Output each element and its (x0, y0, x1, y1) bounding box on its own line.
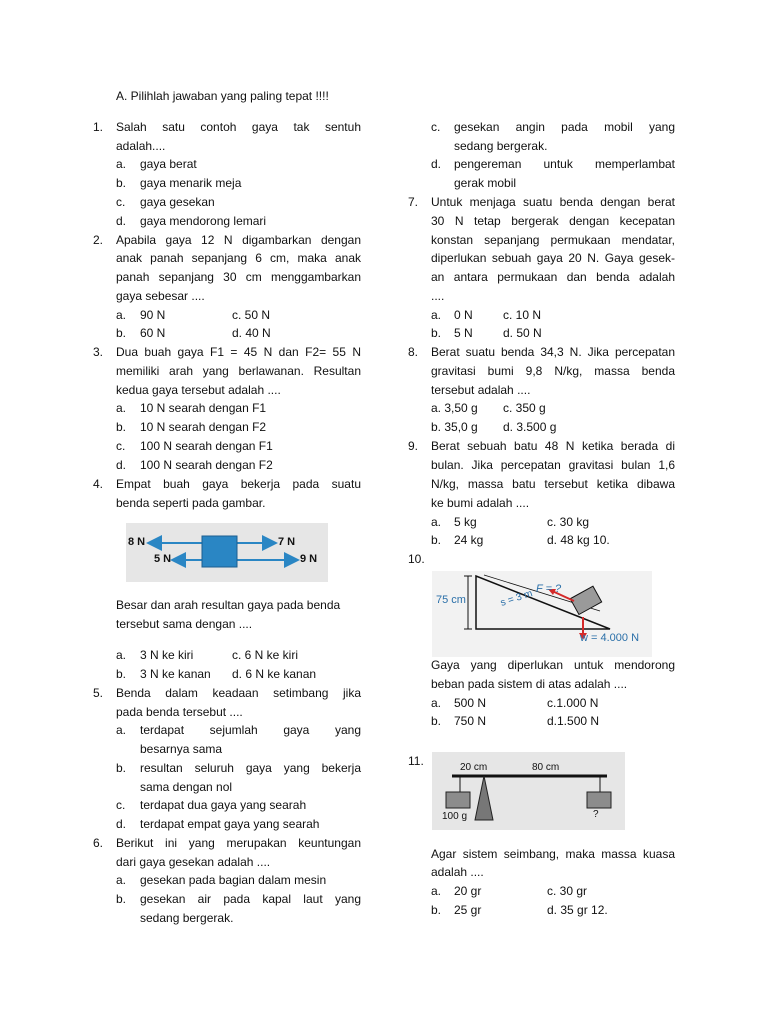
effort-block (587, 792, 611, 808)
q1-option-key: b. (116, 176, 127, 190)
q8-text: gravitasi bumi 9,8 N/kg, massa benda (431, 364, 675, 378)
q2-option-key: a. (116, 308, 127, 322)
force-label: 5 N (154, 553, 172, 565)
q9-text: bulan. Jika percepatan gravitasi bulan 1,6 (431, 458, 675, 472)
q8-option-a[interactable]: a. 3,50 g (431, 401, 478, 415)
arm-label: 20 cm (460, 762, 488, 773)
force-label: 9 N (300, 553, 318, 565)
q2-text: anak panah sepanjang 6 cm, maka anak (116, 251, 361, 265)
q4-option-key: b. (116, 667, 127, 681)
q1-option[interactable]: gaya berat (140, 157, 197, 171)
q1-option-key: c. (116, 195, 126, 209)
q7-option-key: a. (431, 308, 442, 322)
q6-option-c[interactable]: sedang bergerak. (454, 139, 548, 153)
q1-option[interactable]: gaya menarik meja (140, 176, 242, 190)
q1-option[interactable]: gaya gesekan (140, 195, 215, 209)
q6-text: Berikut ini yang merupakan keuntungan (116, 836, 361, 850)
q6-option-key: a. (116, 873, 127, 887)
q7-text: konstan sepanjang permukaan mendatar, (431, 233, 675, 247)
q3-option[interactable]: 100 N searah dengan F1 (140, 439, 273, 453)
q5-option-d[interactable]: terdapat empat gaya yang searah (140, 817, 320, 831)
q7-text: an antara permukaan dan benda adalah (431, 270, 675, 284)
q8-option-d[interactable]: d. 3.500 g (503, 420, 557, 434)
q5-number: 5. (93, 686, 104, 700)
load-block (446, 792, 470, 808)
q5-text: pada benda tersebut .... (116, 705, 243, 719)
q4-option-d[interactable]: d. 6 N ke kanan (232, 667, 317, 681)
q2-option-d[interactable]: d. 40 N (232, 326, 271, 340)
q3-option-key: d. (116, 458, 127, 472)
q9-text: ke bumi adalah .... (431, 496, 530, 510)
q2-option-a[interactable]: 90 N (140, 308, 166, 322)
q7-option-d[interactable]: d. 50 N (503, 326, 542, 340)
q10-option-key: b. (431, 714, 442, 728)
q10-text: beban pada sistem di atas adalah .... (431, 677, 628, 691)
q11-option-c[interactable]: c. 30 gr (547, 884, 588, 898)
q6-option-c[interactable]: gesekan angin pada mobil yang (454, 120, 675, 134)
q3-option[interactable]: 100 N searah dengan F2 (140, 458, 273, 472)
q6-text: dari gaya gesekan adalah .... (116, 855, 271, 869)
q11-option-key: b. (431, 903, 442, 917)
force-label: 7 N (278, 536, 296, 548)
q5-text: Benda dalam keadaan setimbang jika (116, 686, 361, 700)
q8-text: tersebut adalah .... (431, 383, 531, 397)
q7-option-key: b. (431, 326, 442, 340)
q11-lever-figure (432, 752, 625, 830)
q9-number: 9. (408, 439, 419, 453)
q1-text: Salah satu contoh gaya tak sentuh (116, 120, 361, 134)
q8-text: Berat suatu benda 34,3 N. Jika percepatan (431, 345, 675, 359)
q3-option[interactable]: 10 N searah dengan F1 (140, 401, 267, 415)
q11-option-b[interactable]: 25 gr (454, 903, 482, 917)
q4-text: benda seperti pada gambar. (116, 496, 266, 510)
q5-option-key: a. (116, 723, 127, 737)
q7-option-c[interactable]: c. 10 N (503, 308, 542, 322)
q9-option-key: a. (431, 515, 442, 529)
q2-text: Apabila gaya 12 N digambarkan dengan (116, 233, 361, 247)
q10-option-key: a. (431, 696, 442, 710)
q7-option-b[interactable]: 5 N (454, 326, 473, 340)
q2-text: gaya sebesar .... (116, 289, 205, 303)
q1-number: 1. (93, 120, 104, 134)
q7-text: .... (431, 289, 445, 303)
section-header: A. Pilihlah jawaban yang paling tepat !!!! (116, 89, 329, 103)
q5-option-key: c. (116, 798, 126, 812)
q7-text: diperlukan sebuah gaya 20 N. Gaya gesek- (431, 251, 675, 265)
q6-option-a[interactable]: gesekan pada bagian dalam mesin (140, 873, 327, 887)
q4-text: tersebut sama dengan .... (116, 617, 253, 631)
q3-text: Dua buah gaya F1 = 45 N dan F2= 55 N (116, 345, 361, 359)
q9-option-b[interactable]: 24 kg (454, 533, 484, 547)
arm-label: 80 cm (532, 762, 560, 773)
q5-option-key: b. (116, 761, 127, 775)
slope-label: s = 3 m (499, 588, 534, 609)
q2-option-b[interactable]: 60 N (140, 326, 166, 340)
object-box (202, 536, 237, 567)
q4-option-b[interactable]: 3 N ke kanan (140, 667, 211, 681)
q9-option-a[interactable]: 5 kg (454, 515, 477, 529)
q6-option-d[interactable]: gerak mobil (454, 176, 517, 190)
q8-option-c[interactable]: c. 350 g (503, 401, 546, 415)
q7-option-a[interactable]: 0 N (454, 308, 473, 322)
q10-option-b[interactable]: 750 N (454, 714, 487, 728)
q5-option-a[interactable]: terdapat sejumlah gaya yang (140, 723, 361, 737)
q7-text: Untuk menjaga suatu benda dengan berat (431, 195, 675, 209)
q10-number: 10. (408, 552, 425, 566)
q11-option-d[interactable]: d. 35 gr 12. (547, 903, 608, 917)
q10-text: Gaya yang diperlukan untuk mendorong (431, 658, 675, 672)
q11-option-a[interactable]: 20 gr (454, 884, 482, 898)
q10-option-c[interactable]: c.1.000 N (547, 696, 599, 710)
q3-option-key: a. (116, 401, 127, 415)
q10-option-a[interactable]: 500 N (454, 696, 487, 710)
q2-number: 2. (93, 233, 104, 247)
q1-option-key: d. (116, 214, 127, 228)
q6-option-b[interactable]: gesekan air pada kapal laut yang (140, 892, 361, 906)
q6-option-key: d. (431, 157, 442, 171)
q3-option[interactable]: 10 N searah dengan F2 (140, 420, 267, 434)
q2-option-key: b. (116, 326, 127, 340)
q1-text: adalah.... (116, 139, 166, 153)
q4-force-figure (126, 523, 328, 582)
force-label: 8 N (128, 536, 146, 548)
q6-number: 6. (93, 836, 104, 850)
q10-incline-figure (432, 571, 652, 657)
weight-label: w = 4.000 N (580, 632, 640, 644)
q3-number: 3. (93, 345, 104, 359)
q4-option-c[interactable]: c. 6 N ke kiri (232, 648, 299, 662)
q3-option-key: c. (116, 439, 126, 453)
q8-option-b[interactable]: b. 35,0 g (431, 420, 478, 434)
q6-option-d[interactable]: pengereman untuk memperlambat (454, 157, 675, 171)
q2-option-c[interactable]: c. 50 N (232, 308, 271, 322)
q10-option-d[interactable]: d.1.500 N (547, 714, 600, 728)
q2-text: panah sepanjang 30 cm menggambarkan (116, 270, 361, 284)
fulcrum (475, 776, 493, 820)
q9-option-d[interactable]: d. 48 kg 10. (547, 533, 610, 547)
q5-option-b[interactable]: resultan seluruh gaya yang bekerja (140, 761, 361, 775)
q4-text: Besar dan arah resultan gaya pada benda (116, 598, 341, 612)
height-label: 75 cm (436, 594, 466, 606)
q9-option-key: b. (431, 533, 442, 547)
q11-number: 11. (408, 754, 424, 768)
q6-option-key: c. (431, 120, 441, 134)
force-label: F = ? (536, 583, 562, 595)
q3-option-key: b. (116, 420, 127, 434)
q5-option-c[interactable]: terdapat dua gaya yang searah (140, 798, 307, 812)
q8-number: 8. (408, 345, 419, 359)
q1-option[interactable]: gaya mendorong lemari (140, 214, 267, 228)
unknown-label: ? (593, 809, 599, 820)
q5-option-a[interactable]: besarnya sama (140, 742, 223, 756)
q1-option-key: a. (116, 157, 127, 171)
q9-option-c[interactable]: c. 30 kg (547, 515, 590, 529)
q11-text: Agar sistem seimbang, maka massa kuasa (431, 847, 675, 861)
q4-text: Empat buah gaya bekerja pada suatu (116, 477, 361, 491)
q4-option-key: a. (116, 648, 127, 662)
q7-text: 30 N tetap bergerak dengan kecepatan (431, 214, 675, 228)
q5-option-b[interactable]: sama dengan nol (140, 780, 233, 794)
q3-text: memiliki arah yang berlawanan. Resultan (116, 364, 361, 378)
q11-text: adalah .... (431, 865, 484, 879)
q3-text: kedua gaya tersebut adalah .... (116, 383, 281, 397)
q6-option-key: b. (116, 892, 127, 906)
q7-number: 7. (408, 195, 419, 209)
q6-option-b[interactable]: sedang bergerak. (140, 911, 234, 925)
q9-text: Berat sebuah batu 48 N ketika berada di (431, 439, 675, 453)
mass-label: 100 g (442, 811, 468, 822)
q4-number: 4. (93, 477, 104, 491)
q5-option-key: d. (116, 817, 127, 831)
q11-option-key: a. (431, 884, 442, 898)
q9-text: N/kg, massa batu tersebut ketika dibawa (431, 477, 675, 491)
q4-option-a[interactable]: 3 N ke kiri (140, 648, 194, 662)
